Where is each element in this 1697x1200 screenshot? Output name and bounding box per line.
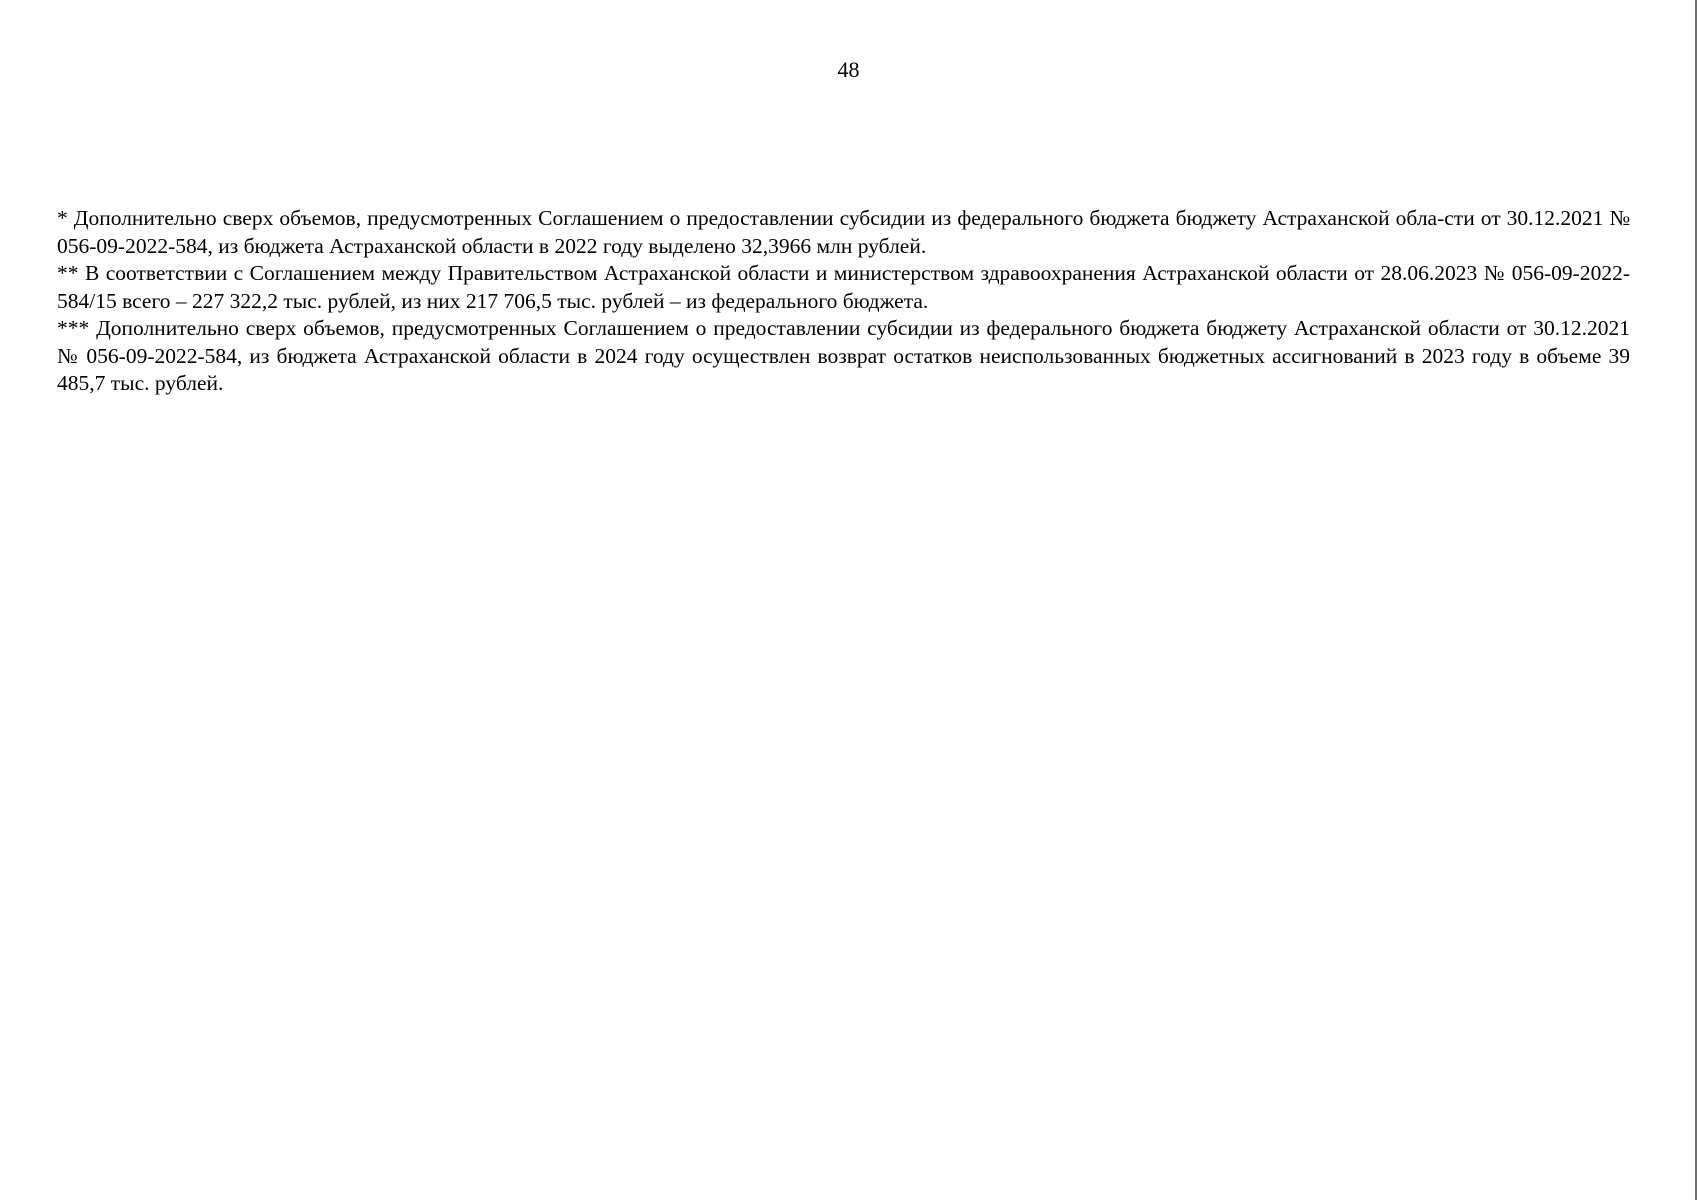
footnote-2: ** В соответствии с Соглашением между Правительством Астраханской области и министерством здравоохранения Астраханской области от 28.06.2023 № 056-09-2022-584/15 всего – 227 322,2 тыс. рублей, из них 217 706,5 тыс. рублей – из федерального бюджета. — [57, 261, 1630, 313]
footnote-3: *** Дополнительно сверх объемов, предусмотренных Соглашением о предоставлении субсидии из федерального бюджета бюджету Астраханской области от 30.12.2021 № 056-09-2022-584, из бюджета Астраханской области в 2024 году осуществлен возврат остатков неиспользованных бюджетных ассигнований в 2023 году в объеме 39 485,7 тыс. рублей. — [57, 316, 1630, 395]
footnotes-block — [57, 205, 1630, 398]
footnote-1: * Дополнительно сверх объемов, предусмотренных Соглашением о предоставлении субсидии из федерального бюджета бюджету Астраханской обла-сти от 30.12.2021 № 056-09-2022-584, из бюджета Астраханской области в 2022 году выделено 32,3966 млн рублей. — [57, 206, 1630, 258]
page-number: 48 — [837, 57, 860, 82]
